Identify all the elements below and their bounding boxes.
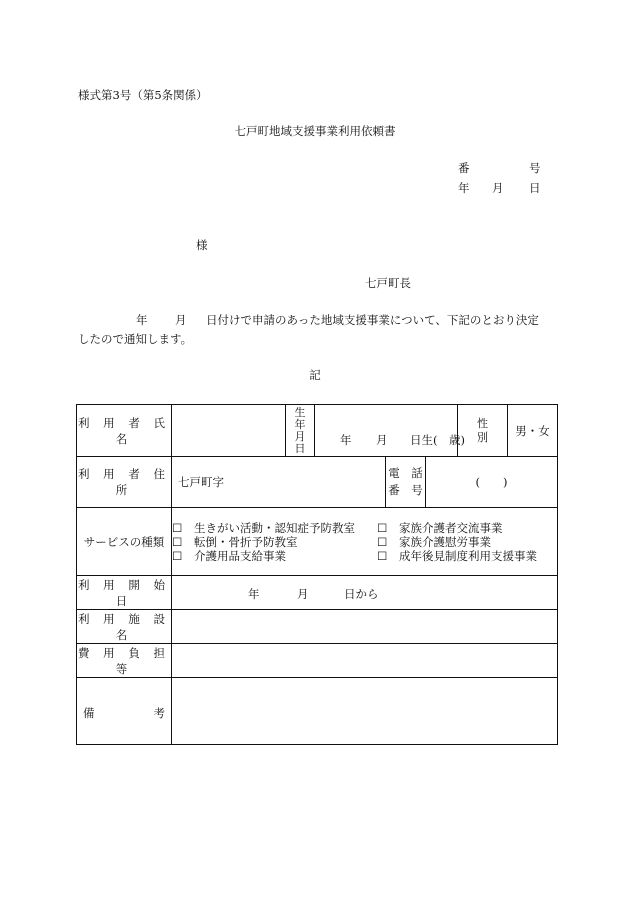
checkbox-icon[interactable]: ☐ [377,548,388,563]
service-option-3[interactable]: ☐ 介護用品支給事業 [172,548,286,563]
ki-heading: 記 [309,368,321,382]
facility-label: 利 用 施 設 名 [78,611,170,642]
checkbox-icon[interactable]: ☐ [377,534,388,549]
birth-date-field[interactable] [315,405,465,457]
start-suffix-label: 日から [344,586,379,601]
address-field[interactable]: 七戸町字 [172,457,386,508]
body-sentence-2: したので通知します。 [78,332,193,346]
form-number: 様式第3号（第5条関係） [78,88,208,102]
service-type-label: サービスの種類 [77,508,172,576]
document-title: 七戸町地域支援事業利用依頼書 [234,124,396,138]
user-name-label: 利 用 者 氏 名 [77,405,172,457]
number-label-ban: 番 [458,161,470,175]
remarks-field[interactable] [172,678,558,745]
service-option-1[interactable]: ☐ 生きがい活動・認知症予防教室 [172,520,355,535]
phone-label: 電 話 番 号 [386,457,426,508]
cost-label: 費 用 負 担 等 [78,645,170,676]
body-month: 月 [175,313,187,327]
facility-field[interactable] [172,610,558,644]
address-label: 利 用 者 住 所 [77,457,172,508]
start-year-label: 年 [248,586,260,601]
service-option-4[interactable]: ☐ 家族介護者交流事業 [377,520,503,535]
checkbox-icon[interactable]: ☐ [377,520,388,535]
checkbox-icon[interactable]: ☐ [172,520,183,535]
user-name-field[interactable] [172,405,286,457]
application-table [76,404,558,745]
service-option-2[interactable]: ☐ 転倒・骨折予防教室 [172,534,298,549]
cost-field[interactable] [172,644,558,678]
phone-field[interactable]: ( ) [426,457,558,508]
start-month-label: 月 [297,586,309,601]
start-date-label: 利 用 開 始 日 [78,577,170,608]
birth-day-age-label: 日生( 歳) [410,433,465,447]
start-date-field[interactable] [172,576,558,610]
body-year: 年 [136,313,148,327]
remarks-label: 備 考 [77,678,172,745]
service-options [172,508,558,576]
service-option-6[interactable]: ☐ 成年後見制度利用支援事業 [377,548,537,563]
date-month-label: 月 [492,181,504,195]
date-year-label: 年 [458,181,470,195]
sex-label: 性 別 [458,405,508,457]
sex-value[interactable]: 男・女 [508,405,558,457]
checkbox-icon[interactable]: ☐ [172,548,183,563]
date-day-label: 日 [529,181,541,195]
birth-date-label: 生 年 月 日 [286,405,315,457]
birth-year-label: 年 [340,433,352,447]
body-sentence-1: 日付けで申請のあった地域支援事業について、下記のとおり決定 [206,313,539,327]
recipient-suffix: 様 [196,238,208,252]
number-label-go: 号 [529,161,541,175]
birth-month-label: 月 [376,433,388,447]
issuer-name: 七戸町長 [365,276,411,290]
service-option-5[interactable]: ☐ 家族介護慰労事業 [377,534,491,549]
checkbox-icon[interactable]: ☐ [172,534,183,549]
